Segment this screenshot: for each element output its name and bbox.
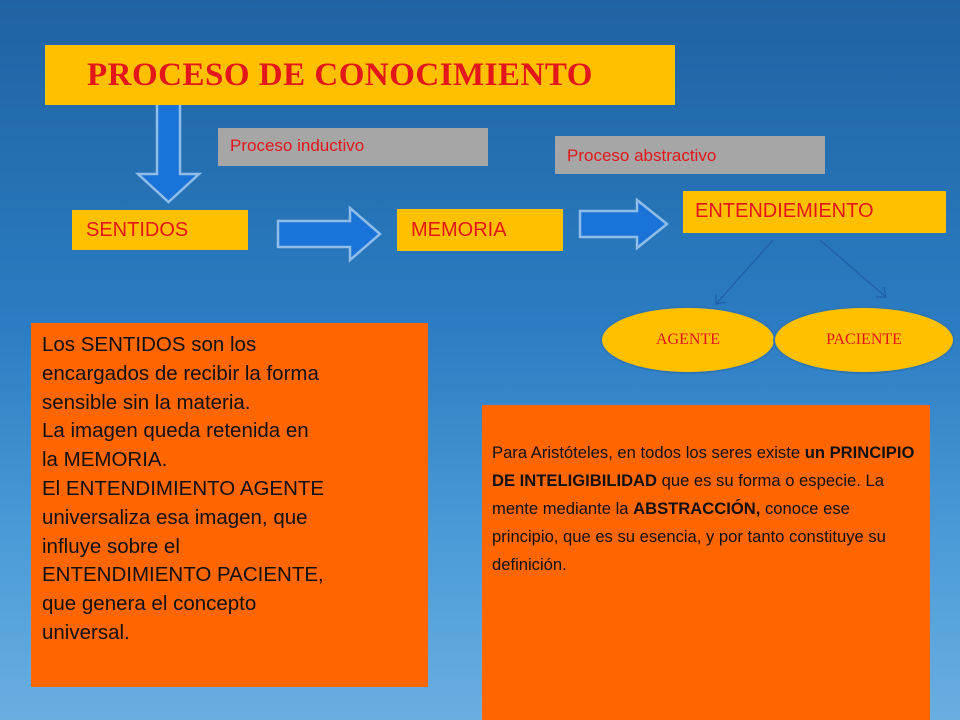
branch-line-agente xyxy=(716,240,773,304)
node-memoria: MEMORIA xyxy=(397,209,563,251)
node-sentidos: SENTIDOS xyxy=(72,210,248,250)
node-entendimiento: ENTENDIEMIENTO xyxy=(683,191,946,233)
right-text-part1: Para Aristóteles, en todos los seres existe xyxy=(492,443,805,462)
right-text-part2: que es su forma o especie. La mente mediante la xyxy=(492,471,884,518)
right-text-bold2: ABSTRACCIÓN, xyxy=(633,499,761,518)
explanation-left: Los SENTIDOS son los encargados de recibir la forma sensible sin la materia. La imagen queda retenida en la MEMORIA. El ENTENDIMIENTO AGENTE universaliza esa imagen, que influye sobre el ENTENDIMIENTO PACIENTE, que genera el concepto universal. xyxy=(31,323,428,687)
arrow-sentidos-memoria xyxy=(278,208,380,260)
page-title: PROCESO DE CONOCIMIENTO xyxy=(45,45,675,105)
arrow-memoria-entendimiento xyxy=(580,200,667,248)
label-proceso-inductivo: Proceso inductivo xyxy=(218,128,488,166)
explanation-right xyxy=(482,405,930,720)
label-proceso-abstractivo: Proceso abstractivo xyxy=(555,136,825,174)
node-paciente: PACIENTE xyxy=(773,306,955,374)
branch-line-paciente xyxy=(820,240,886,297)
right-text-part3: conoce ese principio, que es su esencia, y por tanto constituye su definición. xyxy=(492,499,886,574)
right-text-bold1: un PRINCIPIO DE INTELIGIBILIDAD xyxy=(492,443,915,490)
down-arrow xyxy=(138,98,199,202)
node-agente: AGENTE xyxy=(600,306,776,374)
